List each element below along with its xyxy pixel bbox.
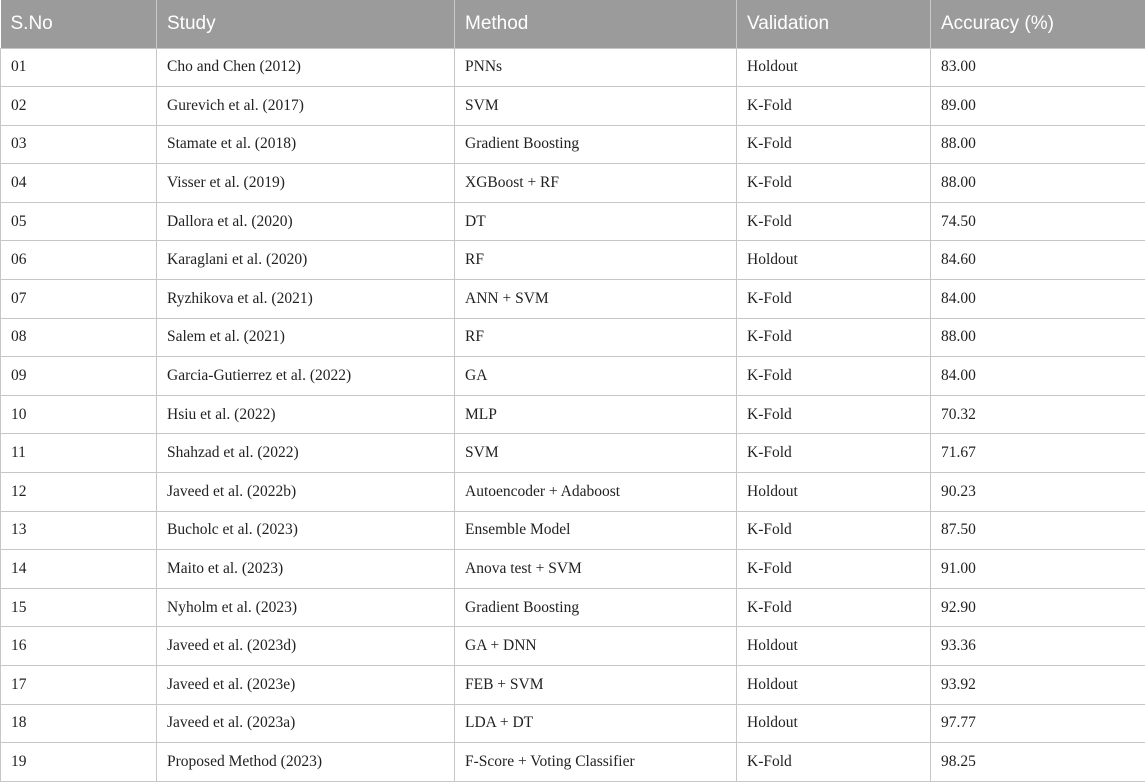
cell-validation: K-Fold — [737, 357, 931, 396]
cell-method: F-Score + Voting Classifier — [455, 743, 737, 782]
cell-study: Dallora et al. (2020) — [157, 202, 455, 241]
cell-method: Anova test + SVM — [455, 550, 737, 589]
cell-method: LDA + DT — [455, 704, 737, 743]
table-row — [1, 48, 1145, 87]
cell-validation: K-Fold — [737, 280, 931, 319]
cell-method: XGBoost + RF — [455, 164, 737, 203]
header-validation: Validation — [737, 0, 931, 48]
cell-method: FEB + SVM — [455, 666, 737, 705]
cell-validation: K-Fold — [737, 164, 931, 203]
cell-accuracy: 88.00 — [931, 164, 1145, 203]
cell-method: Autoencoder + Adaboost — [455, 473, 737, 512]
cell-study: Ryzhikova et al. (2021) — [157, 280, 455, 319]
table-row — [1, 588, 1145, 627]
cell-sno: 01 — [1, 48, 157, 87]
cell-accuracy: 83.00 — [931, 48, 1145, 87]
cell-accuracy: 88.00 — [931, 318, 1145, 357]
cell-sno: 06 — [1, 241, 157, 280]
cell-accuracy: 87.50 — [931, 511, 1145, 550]
table-row — [1, 202, 1145, 241]
table-row — [1, 434, 1145, 473]
cell-method: SVM — [455, 434, 737, 473]
cell-method: GA + DNN — [455, 627, 737, 666]
table-row — [1, 627, 1145, 666]
cell-study: Proposed Method (2023) — [157, 743, 455, 782]
cell-sno: 08 — [1, 318, 157, 357]
cell-accuracy: 92.90 — [931, 588, 1145, 627]
cell-accuracy: 97.77 — [931, 704, 1145, 743]
cell-method: Ensemble Model — [455, 511, 737, 550]
cell-accuracy: 84.00 — [931, 357, 1145, 396]
cell-validation: K-Fold — [737, 395, 931, 434]
cell-sno: 03 — [1, 125, 157, 164]
cell-study: Shahzad et al. (2022) — [157, 434, 455, 473]
cell-sno: 05 — [1, 202, 157, 241]
cell-study: Visser et al. (2019) — [157, 164, 455, 203]
table-row — [1, 666, 1145, 705]
table-row — [1, 318, 1145, 357]
cell-sno: 16 — [1, 627, 157, 666]
cell-study: Nyholm et al. (2023) — [157, 588, 455, 627]
table-row — [1, 241, 1145, 280]
table-row — [1, 87, 1145, 126]
header-sno: S.No — [1, 0, 157, 48]
cell-method: Gradient Boosting — [455, 588, 737, 627]
cell-sno: 12 — [1, 473, 157, 512]
cell-study: Hsiu et al. (2022) — [157, 395, 455, 434]
cell-sno: 04 — [1, 164, 157, 203]
cell-sno: 09 — [1, 357, 157, 396]
cell-validation: K-Fold — [737, 202, 931, 241]
table-body — [1, 48, 1145, 781]
cell-sno: 17 — [1, 666, 157, 705]
cell-method: DT — [455, 202, 737, 241]
cell-sno: 15 — [1, 588, 157, 627]
table-row — [1, 125, 1145, 164]
cell-study: Javeed et al. (2023a) — [157, 704, 455, 743]
cell-validation: K-Fold — [737, 434, 931, 473]
cell-sno: 14 — [1, 550, 157, 589]
cell-validation: Holdout — [737, 627, 931, 666]
header-method: Method — [455, 0, 737, 48]
cell-method: Gradient Boosting — [455, 125, 737, 164]
cell-study: Karaglani et al. (2020) — [157, 241, 455, 280]
cell-sno: 11 — [1, 434, 157, 473]
cell-validation: Holdout — [737, 48, 931, 87]
table-row — [1, 704, 1145, 743]
header-study: Study — [157, 0, 455, 48]
cell-validation: K-Fold — [737, 125, 931, 164]
cell-accuracy: 84.60 — [931, 241, 1145, 280]
cell-method: GA — [455, 357, 737, 396]
table-row — [1, 511, 1145, 550]
cell-validation: Holdout — [737, 666, 931, 705]
cell-sno: 10 — [1, 395, 157, 434]
table-row — [1, 357, 1145, 396]
cell-sno: 19 — [1, 743, 157, 782]
table-row — [1, 280, 1145, 319]
cell-accuracy: 98.25 — [931, 743, 1145, 782]
cell-accuracy: 89.00 — [931, 87, 1145, 126]
cell-study: Maito et al. (2023) — [157, 550, 455, 589]
table-row — [1, 743, 1145, 782]
cell-validation: K-Fold — [737, 87, 931, 126]
cell-study: Javeed et al. (2022b) — [157, 473, 455, 512]
cell-accuracy: 71.67 — [931, 434, 1145, 473]
header-accuracy: Accuracy (%) — [931, 0, 1145, 48]
cell-accuracy: 88.00 — [931, 125, 1145, 164]
cell-study: Javeed et al. (2023d) — [157, 627, 455, 666]
table-row — [1, 473, 1145, 512]
cell-accuracy: 90.23 — [931, 473, 1145, 512]
cell-method: SVM — [455, 87, 737, 126]
cell-study: Bucholc et al. (2023) — [157, 511, 455, 550]
cell-method: RF — [455, 318, 737, 357]
cell-sno: 07 — [1, 280, 157, 319]
cell-accuracy: 93.36 — [931, 627, 1145, 666]
cell-study: Gurevich et al. (2017) — [157, 87, 455, 126]
table-header-row — [1, 0, 1145, 48]
cell-validation: K-Fold — [737, 511, 931, 550]
cell-study: Garcia-Gutierrez et al. (2022) — [157, 357, 455, 396]
cell-validation: K-Fold — [737, 550, 931, 589]
cell-sno: 18 — [1, 704, 157, 743]
cell-validation: K-Fold — [737, 588, 931, 627]
cell-accuracy: 70.32 — [931, 395, 1145, 434]
cell-study: Cho and Chen (2012) — [157, 48, 455, 87]
table-row — [1, 550, 1145, 589]
cell-study: Stamate et al. (2018) — [157, 125, 455, 164]
cell-study: Javeed et al. (2023e) — [157, 666, 455, 705]
cell-accuracy: 93.92 — [931, 666, 1145, 705]
cell-method: RF — [455, 241, 737, 280]
cell-accuracy: 84.00 — [931, 280, 1145, 319]
table-row — [1, 395, 1145, 434]
cell-validation: K-Fold — [737, 743, 931, 782]
cell-validation: Holdout — [737, 704, 931, 743]
table-row — [1, 164, 1145, 203]
cell-validation: Holdout — [737, 241, 931, 280]
cell-study: Salem et al. (2021) — [157, 318, 455, 357]
cell-method: MLP — [455, 395, 737, 434]
cell-validation: K-Fold — [737, 318, 931, 357]
cell-accuracy: 91.00 — [931, 550, 1145, 589]
cell-method: ANN + SVM — [455, 280, 737, 319]
cell-accuracy: 74.50 — [931, 202, 1145, 241]
cell-method: PNNs — [455, 48, 737, 87]
cell-validation: Holdout — [737, 473, 931, 512]
cell-sno: 02 — [1, 87, 157, 126]
cell-sno: 13 — [1, 511, 157, 550]
